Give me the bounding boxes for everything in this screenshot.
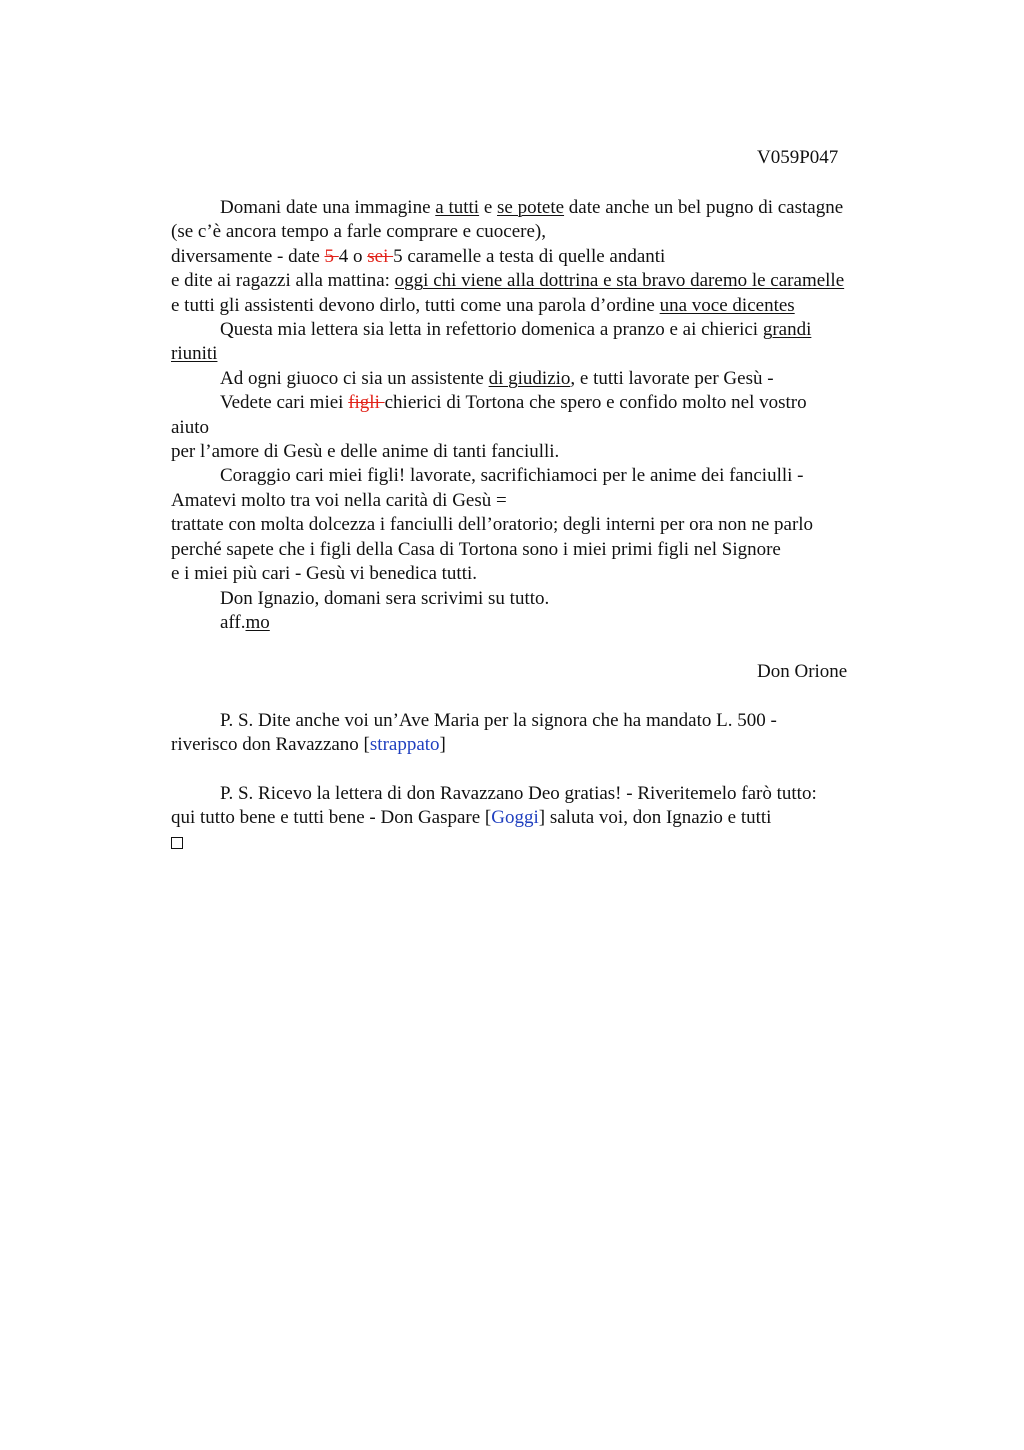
letter-line bbox=[171, 318, 921, 342]
text-run: aff. bbox=[220, 611, 246, 633]
text-run: ] bbox=[439, 734, 446, 756]
text-run: 5 caramelle a testa di quelle andanti bbox=[393, 245, 666, 267]
text-run: ] saluta voi, don Ignazio e tutti bbox=[538, 807, 772, 829]
letter-line bbox=[171, 367, 921, 391]
letter-line: perché sapete che i figli della Casa di Tortona sono i miei primi figli nel Signore bbox=[171, 538, 781, 560]
letter-line bbox=[171, 391, 921, 415]
text-run: e dite ai ragazzi alla mattina: bbox=[171, 270, 395, 292]
signature: Don Orione bbox=[757, 661, 848, 682]
page-code: V059P047 bbox=[757, 147, 839, 168]
text-run: date anche un bel pugno di castagne bbox=[564, 197, 844, 218]
text-run: 4 o bbox=[338, 245, 368, 267]
postscript-line: P. S. Ricevo la lettera di don Ravazzano Deo gratias! - Riveritemelo farò tutto: bbox=[220, 783, 817, 804]
underlined-text: oggi chi viene alla dottrina e sta bravo daremo le caramelle bbox=[394, 270, 845, 292]
letter-line bbox=[171, 294, 921, 318]
editorial-note: strappato bbox=[369, 734, 440, 756]
postscript-line bbox=[171, 733, 921, 757]
editorial-note: Goggi bbox=[491, 807, 539, 829]
text-run: Ad ogni giuoco ci sia un assistente bbox=[220, 367, 489, 389]
text-run: , e tutti lavorate per Gesù - bbox=[570, 367, 774, 389]
text-run: riverisco don Ravazzano [ bbox=[171, 734, 370, 756]
letter-line: Coraggio cari miei figli! lavorate, sacrifichiamoci per le anime dei fanciulli - bbox=[220, 465, 804, 487]
text-run: Vedete cari miei bbox=[220, 392, 349, 414]
underlined-text: di giudizio bbox=[488, 367, 571, 389]
postscript-1 bbox=[171, 709, 921, 758]
letter-line: Don Ignazio, domani sera scrivimi su tutto. bbox=[220, 587, 550, 609]
letter-line: trattate con molta dolcezza i fanciulli dell’oratorio; degli interni per ora non ne parlo bbox=[171, 514, 814, 536]
underlined-text: a tutti bbox=[435, 197, 480, 218]
underlined-text: una voce dicentes bbox=[659, 294, 795, 316]
deleted-text: sei bbox=[367, 245, 394, 267]
underlined-text: riuniti bbox=[171, 343, 218, 365]
postscript-line bbox=[171, 806, 921, 830]
letter-line: (se c’è ancora tempo a farle comprare e cuocere), bbox=[171, 221, 546, 243]
text-run: diversamente - date bbox=[171, 245, 325, 267]
closing-abbreviation bbox=[171, 611, 921, 635]
underlined-text: se potete bbox=[497, 197, 565, 218]
letter-line: Amatevi molto tra voi nella carità di Gesù = bbox=[171, 489, 507, 511]
end-marker-line bbox=[171, 831, 921, 856]
deleted-text: 5 bbox=[324, 245, 339, 267]
text-run: Domani date una immagine bbox=[220, 197, 436, 218]
postscript-line: P. S. Dite anche voi un’Ave Maria per la signora che ha mandato L. 500 - bbox=[220, 710, 777, 731]
letter-line bbox=[171, 269, 921, 293]
text-run: e bbox=[479, 197, 498, 218]
letter-line: per l’amore di Gesù e delle anime di tanti fanciulli. bbox=[171, 441, 560, 463]
letter-line: aiuto bbox=[171, 416, 209, 438]
letter-line bbox=[171, 245, 921, 269]
postscript-2 bbox=[171, 782, 921, 856]
letter-line bbox=[171, 342, 921, 366]
text-run: e tutti gli assistenti devono dirlo, tutti come una parola d’ordine bbox=[171, 294, 660, 316]
underlined-text: grandi bbox=[762, 319, 812, 341]
letter-line: e i miei più cari - Gesù vi benedica tutti. bbox=[171, 563, 478, 585]
text-run: chierici di Tortona che spero e confido molto nel vostro bbox=[384, 392, 807, 414]
underlined-text: mo bbox=[245, 611, 270, 633]
text-run: Questa mia lettera sia letta in refettorio domenica a pranzo e ai chierici bbox=[220, 319, 763, 341]
letter-line bbox=[171, 196, 921, 220]
empty-square-icon bbox=[171, 837, 183, 849]
deleted-text: figli bbox=[348, 392, 385, 414]
text-run: qui tutto bene e tutti bene - Don Gaspare [ bbox=[171, 807, 492, 829]
letter-body bbox=[171, 196, 921, 635]
